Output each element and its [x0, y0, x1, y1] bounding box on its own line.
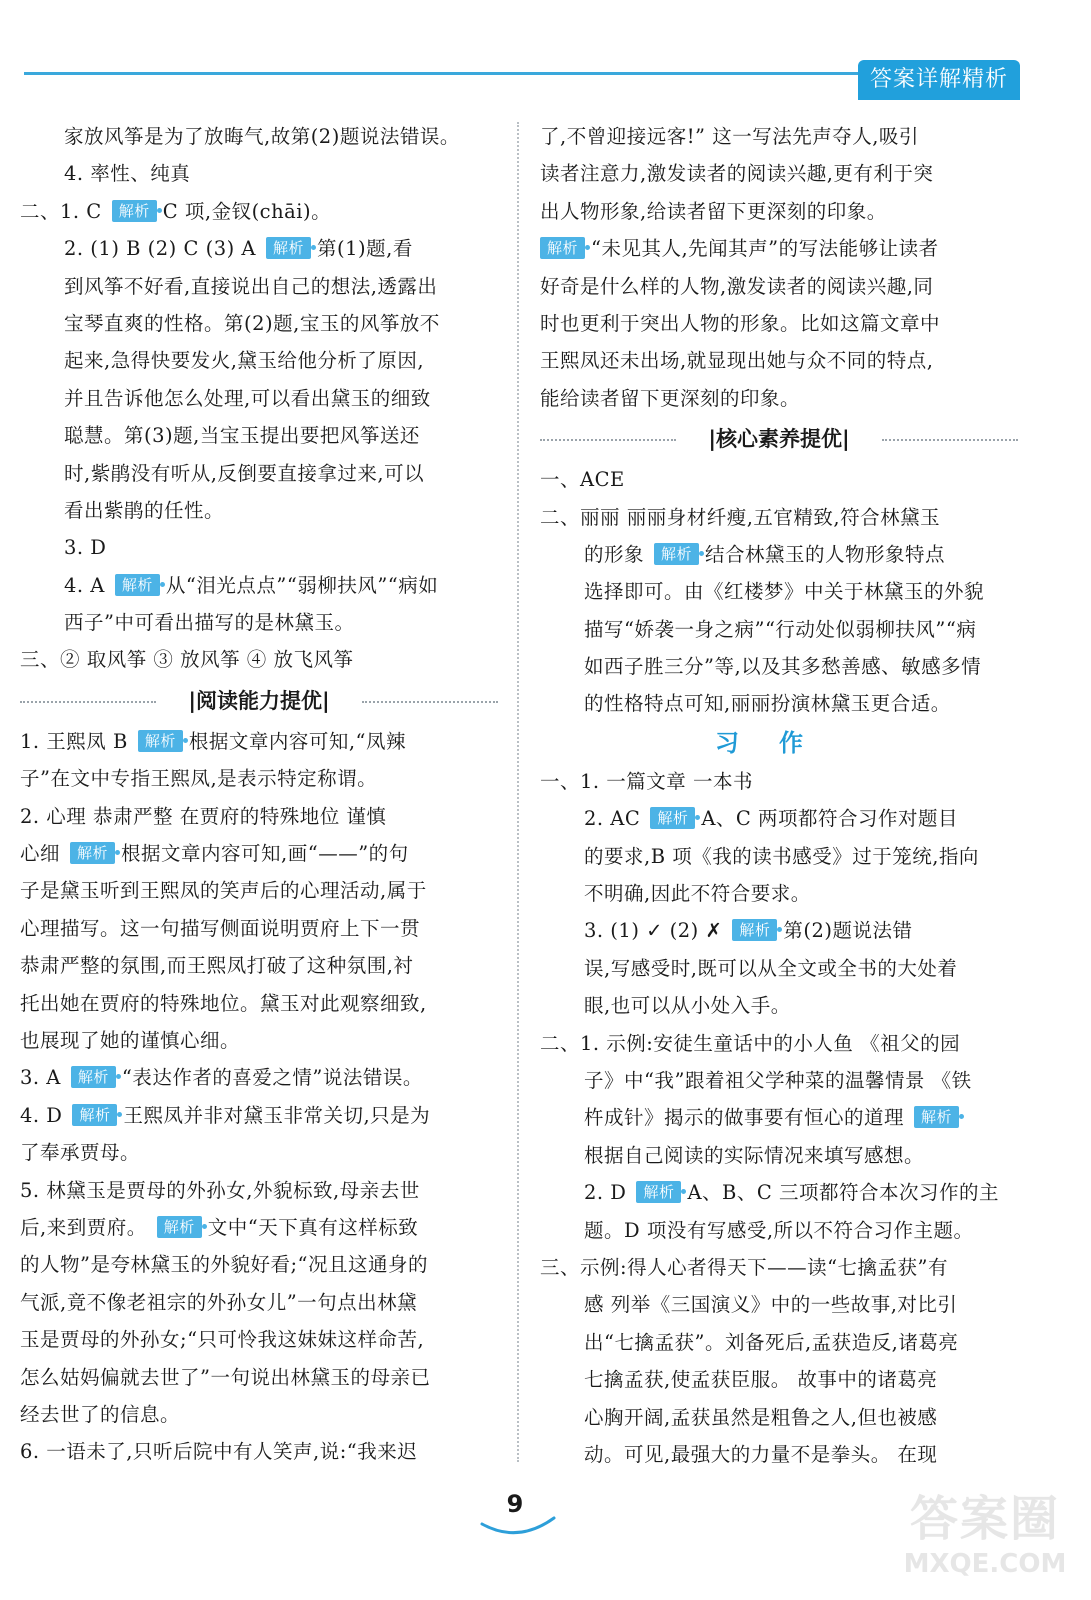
answer-text: 感 列举《三国演义》中的一些故事,对比引 — [584, 1293, 958, 1317]
watermark-text: 答案圈 — [909, 1491, 1060, 1547]
answer-text: 描写“娇袭一身之病”“行动处似弱柳扶风”“病 — [584, 617, 977, 641]
answer-text: 1. 王熙凤 B — [20, 729, 128, 753]
answer-line — [540, 155, 1018, 192]
answer-text: 七擒孟获,使孟获臣服。 故事中的诸葛亮 — [584, 1368, 938, 1392]
header-rule — [24, 72, 866, 75]
answer-line — [540, 1137, 1018, 1174]
answer-line — [20, 455, 498, 492]
answer-line — [540, 1099, 1018, 1136]
answer-text: 选择即可。由《红楼梦》中关于林黛玉的外貌 — [584, 580, 985, 604]
answer-line — [20, 305, 498, 342]
answer-text: 后,来到贾府。 — [20, 1215, 147, 1239]
page-number-swoosh — [478, 1510, 558, 1540]
answer-text: 4. D — [20, 1103, 63, 1127]
answer-line — [20, 1097, 498, 1134]
answer-line — [540, 838, 1018, 875]
right-column — [540, 118, 1018, 1473]
answer-line — [20, 1284, 498, 1321]
answer-text: 的形象 — [584, 542, 645, 566]
answer-text: 不明确,因此不符合要求。 — [584, 882, 811, 906]
answer-text: 二、1. C — [20, 199, 102, 223]
answer-text: 心胸开阔,孟获虽然是粗鲁之人,但也被感 — [584, 1405, 938, 1429]
answer-text: 2. 心理 恭肃严整 在贾府的特殊地位 谨慎 — [20, 804, 387, 828]
answer-line — [20, 230, 498, 267]
answer-line — [20, 118, 498, 155]
analysis-tag: 解析 — [115, 574, 160, 596]
answer-text: 4. A — [64, 573, 105, 597]
answer-text: 起来,急得快要发火,黛玉给他分析了原因, — [64, 349, 425, 373]
answer-text: 眼,也可以从小处入手。 — [584, 994, 791, 1018]
answer-line — [540, 763, 1018, 800]
answer-text: 杵成针》揭示的做事要有恒心的道理 — [584, 1106, 905, 1130]
page-number: 9 — [506, 1490, 524, 1518]
answer-line — [20, 1433, 498, 1470]
section-title-xizuo: 习作 — [715, 728, 843, 757]
answer-text: 到风筝不好看,直接说出自己的想法,透露出 — [64, 274, 438, 298]
answer-text: 王熙凤并非对黛玉非常关切,只是为 — [123, 1103, 431, 1127]
section-title: |核心素养提优| — [708, 427, 850, 452]
analysis-tag: 解析 — [112, 200, 157, 222]
answer-text: 子是黛玉听到王熙凤的笑声后的心理活动,属于 — [20, 879, 427, 903]
answer-line — [20, 910, 498, 947]
answer-line — [540, 1212, 1018, 1249]
answer-text: 动。可见,最强大的力量不是拳头。 在现 — [584, 1442, 938, 1466]
answer-text: 二、丽丽 丽丽身材纤瘦,五官精致,符合林黛玉 — [540, 505, 941, 529]
answer-line — [20, 380, 498, 417]
answer-line — [540, 987, 1018, 1024]
answer-line — [540, 1286, 1018, 1323]
answer-line — [540, 461, 1018, 498]
answer-text: 经去世了的信息。 — [20, 1402, 181, 1426]
answer-line — [540, 648, 1018, 685]
watermark-url: MXQE.COM — [903, 1549, 1067, 1579]
answer-text: 的要求,B 项《我的读书感受》过于笼统,指向 — [584, 844, 979, 868]
answer-line — [540, 1361, 1018, 1398]
answer-text: 心细 — [20, 842, 61, 866]
answer-text: 出“七擒孟获”。刘备死后,孟获造反,诸葛亮 — [584, 1330, 959, 1354]
answer-line — [540, 1249, 1018, 1286]
answer-line — [20, 1359, 498, 1396]
column-divider — [517, 122, 519, 1462]
answer-text: 2. (1) B (2) C (3) A — [64, 237, 256, 261]
answer-line — [20, 1246, 498, 1283]
answer-text: 根据文章内容可知,画“——”的句 — [121, 842, 409, 866]
answer-line — [20, 1172, 498, 1209]
answer-text: 子》中“我”跟着祖父学种菜的温馨情景 《铁 — [584, 1068, 972, 1092]
answer-text: A、C 两项都符合习作对题目 — [701, 807, 959, 831]
answer-line — [20, 872, 498, 909]
answer-text: 了奉承贾母。 — [20, 1141, 141, 1165]
analysis-tag: 解析 — [540, 237, 585, 259]
answer-text: C 项,金钗(chāi)。 — [162, 199, 332, 223]
answer-text: 西子”中可看出描写的是林黛玉。 — [64, 611, 355, 635]
answer-line — [540, 342, 1018, 379]
answer-line — [540, 950, 1018, 987]
answer-line — [540, 1062, 1018, 1099]
answer-line — [540, 573, 1018, 610]
answer-line — [540, 230, 1018, 267]
answer-text: 误,写感受时,既可以从全文或全书的大处着 — [584, 956, 958, 980]
analysis-tag: 解析 — [654, 543, 699, 565]
answer-line — [20, 723, 498, 760]
answer-text: 第(1)题,看 — [317, 237, 413, 261]
analysis-tag: 解析 — [650, 807, 695, 829]
answer-line — [20, 985, 498, 1022]
answer-line — [20, 417, 498, 454]
analysis-tag: 解析 — [70, 842, 115, 864]
analysis-tag: 解析 — [157, 1216, 202, 1238]
section-title: |阅读能力提优| — [188, 688, 330, 713]
answer-line — [540, 268, 1018, 305]
answer-line — [540, 1436, 1018, 1473]
answer-line — [540, 118, 1018, 155]
answer-line — [20, 835, 498, 872]
answer-text: 王熙凤还未出场,就显现出她与众不同的特点, — [540, 349, 934, 373]
answer-line — [20, 798, 498, 835]
answer-line — [540, 499, 1018, 536]
analysis-tag: 解析 — [636, 1181, 681, 1203]
answer-line — [20, 193, 498, 230]
answer-line — [20, 947, 498, 984]
analysis-tag: 解析 — [72, 1104, 117, 1126]
answer-text: 第(2)题说法错 — [783, 919, 913, 943]
answer-text: 一、ACE — [540, 468, 625, 492]
analysis-tag: 解析 — [71, 1066, 116, 1088]
answer-text: 的性格特点可知,丽丽扮演林黛玉更合适。 — [584, 692, 951, 716]
answer-line — [540, 380, 1018, 417]
analysis-tag: 解析 — [732, 919, 777, 941]
answer-line — [540, 1399, 1018, 1436]
answer-line — [540, 1025, 1018, 1062]
answer-text: 出人物形象,给读者留下更深刻的印象。 — [540, 199, 887, 223]
answer-text: 了,不曾迎接远客!” 这一写法先声夺人,吸引 — [540, 125, 919, 148]
answer-text: 文中“天下真有这样标致 — [207, 1215, 419, 1239]
section-heading — [540, 419, 1018, 459]
answer-line — [20, 1059, 498, 1096]
answer-line — [20, 641, 498, 678]
answer-line — [540, 800, 1018, 837]
answer-text: 3. (1) ✓ (2) ✗ — [584, 919, 723, 943]
analysis-tag: 解析 — [266, 237, 311, 259]
header-tab: 答案详解精析 — [858, 60, 1020, 100]
answer-line — [20, 342, 498, 379]
answer-text: 3. A — [20, 1066, 61, 1090]
answer-text: 托出她在贾府的特殊地位。黛玉对此观察细致, — [20, 991, 427, 1015]
answer-line — [20, 1209, 498, 1246]
answer-line — [540, 912, 1018, 949]
answer-text: 三、② 取风筝 ③ 放风筝 ④ 放飞风筝 — [20, 648, 354, 672]
answer-text: 根据文章内容可知,“凤辣 — [188, 729, 407, 753]
answer-line — [20, 1396, 498, 1433]
answer-text: 玉是贾母的外孙女;“只可怜我这妹妹这样命苦, — [20, 1328, 425, 1352]
answer-text: “未见其人,先闻其声”的写法能够让读者 — [591, 237, 939, 261]
answer-line — [20, 604, 498, 641]
answer-text: 4. 率性、纯真 — [64, 162, 191, 186]
answer-text: 如西子胜三分”等,以及其多愁善感、敏感多情 — [584, 655, 982, 679]
answer-text: “表达作者的喜爱之情”说法错误。 — [121, 1066, 423, 1090]
answer-text: 宝琴直爽的性格。第(2)题,宝玉的风筝放不 — [64, 311, 440, 335]
answer-text: 2. D — [584, 1181, 627, 1205]
answer-text: 子”在文中专指王熙凤,是表示特定称谓。 — [20, 767, 378, 791]
answer-text: 时,紫鹃没有听从,反倒要直接拿过来,可以 — [64, 461, 425, 485]
answer-line — [20, 529, 498, 566]
analysis-tag: 解析 — [138, 730, 183, 752]
answer-text: 怎么姑妈偏就去世了”一句说出林黛玉的母亲已 — [20, 1365, 431, 1389]
answer-text: 二、1. 示例:安徒生童话中的小人鱼 《祖父的园 — [540, 1031, 961, 1055]
answer-text: 3. D — [64, 536, 107, 560]
answer-line — [20, 155, 498, 192]
answer-line — [540, 193, 1018, 230]
answer-line — [20, 1321, 498, 1358]
answer-line — [540, 875, 1018, 912]
answer-text: 气派,竟不像老祖宗的外孙女儿”一句点出林黛 — [20, 1290, 418, 1314]
answer-text: 心理描写。这一句描写侧面说明贾府上下一贯 — [20, 916, 421, 940]
answer-line — [540, 1174, 1018, 1211]
answer-text: 题。D 项没有写感受,所以不符合习作主题。 — [584, 1218, 974, 1242]
answer-line — [540, 611, 1018, 648]
answer-text: 读者注意力,激发读者的阅读兴趣,更有利于突 — [540, 162, 934, 186]
answer-line — [540, 536, 1018, 573]
answer-text: 时也更利于突出人物的形象。比如这篇文章中 — [540, 311, 941, 335]
answer-text: 看出紫鹃的任性。 — [64, 498, 225, 522]
answer-text: 从“泪光点点”“弱柳扶风”“病如 — [165, 573, 439, 597]
watermark-logo — [900, 1490, 1070, 1590]
left-column — [20, 118, 498, 1471]
answer-text: 5. 林黛玉是贾母的外孙女,外貌标致,母亲去世 — [20, 1178, 420, 1202]
answer-line — [20, 567, 498, 604]
section-heading — [20, 681, 498, 721]
answer-text: 结合林黛玉的人物形象特点 — [705, 542, 946, 566]
answer-text: 一、1. 一篇文章 一本书 — [540, 769, 754, 793]
answer-text: 也展现了她的谨慎心细。 — [20, 1028, 241, 1052]
answer-line — [20, 268, 498, 305]
answer-line — [540, 685, 1018, 722]
answer-line — [540, 1324, 1018, 1361]
answer-text: 聪慧。第(3)题,当宝玉提出要把风筝送还 — [64, 424, 420, 448]
answer-text: 能给读者留下更深刻的印象。 — [540, 386, 801, 410]
answer-text: 并且告诉他怎么处理,可以看出黛玉的细致 — [64, 386, 431, 410]
answer-text: 恭肃严整的氛围,而王熙凤打破了这种氛围,衬 — [20, 954, 414, 978]
answer-line — [20, 492, 498, 529]
answer-line — [540, 305, 1018, 342]
answer-text: 根据自己阅读的实际情况来填写感想。 — [584, 1143, 925, 1167]
answer-line — [20, 1134, 498, 1171]
answer-text: 家放风筝是为了放晦气,故第(2)题说法错误。 — [64, 125, 460, 148]
analysis-tag: 解析 — [914, 1106, 959, 1128]
answer-text: 6. 一语未了,只听后院中有人笑声,说:“我来迟 — [20, 1440, 418, 1464]
answer-text: 好奇是什么样的人物,激发读者的阅读兴趣,同 — [540, 274, 934, 298]
answer-text: 2. AC — [584, 807, 641, 831]
answer-line — [20, 760, 498, 797]
answer-line — [20, 1022, 498, 1059]
answer-text: A、B、C 三项都符合本次习作的主 — [687, 1181, 999, 1205]
answer-text: 三、示例:得人心者得天下——读“七擒孟获”有 — [540, 1255, 949, 1279]
answer-text: 的人物”是夸林黛玉的外貌好看;“况且这通身的 — [20, 1253, 429, 1277]
